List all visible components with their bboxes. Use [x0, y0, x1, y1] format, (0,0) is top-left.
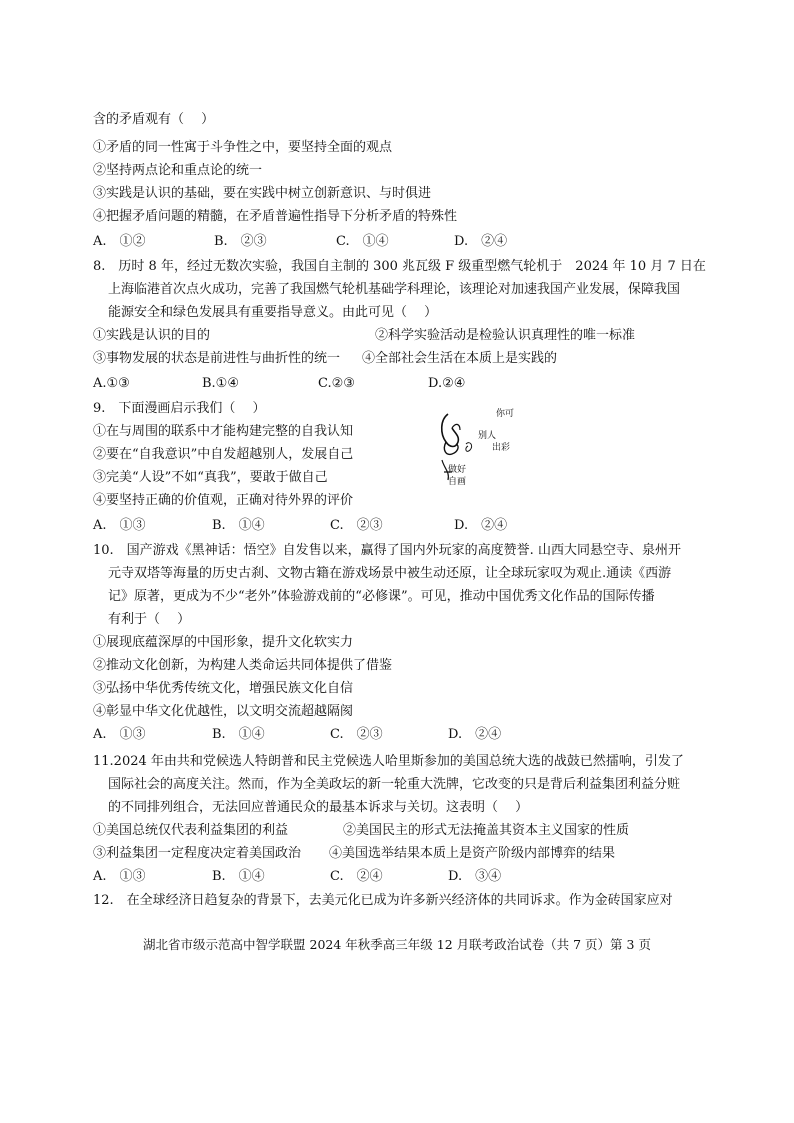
- q11-option-d: D. ③④: [448, 869, 502, 884]
- q10-option-d: D. ②④: [448, 727, 502, 742]
- q8-stem-line-3: 能源安全和绿色发展具有重要指导意义。由此可见（ ）: [108, 305, 438, 320]
- comic-text-1: 你可: [496, 409, 515, 419]
- q11-statement-1: ①美国总统仅代表利益集团的利益: [93, 823, 289, 838]
- comic-illustration: [434, 402, 518, 498]
- q9-statement-1: ①在与周围的联系中才能构建完整的自我认知: [93, 424, 354, 439]
- q8-statement-4: ④全部社会生活在本质上是实践的: [362, 351, 558, 366]
- q7-statement-1: ①矛盾的同一性寓于斗争性之中，要坚持全面的观点: [93, 140, 393, 155]
- comic-text-4: 做好: [448, 465, 467, 475]
- q8-statement-1: ①实践是认识的目的: [93, 328, 211, 343]
- q10-stem-line-1: 10. 国产游戏《黑神话：悟空》自发售以来，赢得了国内外玩家的高度赞誉. 山西大同悬空寺、泉州开: [93, 543, 681, 558]
- q10-statement-2: ②推动文化创新，为构建人类命运共同体提供了借鉴: [93, 658, 393, 673]
- q10-option-b: B. ①④: [212, 727, 265, 742]
- q12-stem-line-1: 12. 在全球经济日趋复杂的背景下，去美元化已成为许多新兴经济体的共同诉求。作为金砖国家应对: [93, 893, 673, 908]
- q10-option-a: A. ①③: [93, 727, 146, 742]
- q8-statement-3: ③事物发展的状态是前进性与曲折性的统一: [93, 351, 341, 366]
- q9-statement-3: ③完美“人设”不如“真我”，要敢于做自己: [93, 470, 328, 485]
- q11-statement-2: ②美国民主的形式无法掩盖其资本主义国家的性质: [343, 823, 630, 838]
- q11-option-a: A. ①③: [93, 869, 146, 884]
- comic-text-2: 别人: [478, 431, 497, 441]
- comic-drawing: [434, 402, 518, 498]
- q9-option-d: D. ②④: [454, 518, 508, 533]
- q9-option-a: A. ①③: [93, 518, 146, 533]
- comic-text-3: 出彩: [492, 443, 511, 453]
- q9-statement-4: ④要坚持正确的价值观，正确对待外界的评价: [93, 493, 354, 508]
- q7-statement-3: ③实践是认识的基础，要在实践中树立创新意识、与时俱进: [93, 186, 432, 201]
- q11-statement-4: ④美国选举结果本质上是资产阶级内部博弈的结果: [329, 846, 616, 861]
- q10-statement-4: ④彰显中华文化优越性，以文明交流超越隔阂: [93, 704, 354, 719]
- q11-option-c: C. ②④: [330, 869, 383, 884]
- q11-stem-line-1: 11.2024 年由共和党候选人特朗普和民主党候选人哈里斯参加的美国总统大选的战鼓已然擂响，引发了: [93, 754, 684, 769]
- q11-statement-3: ③利益集团一定程度决定着美国政治: [93, 846, 302, 861]
- q7-option-b: B. ②③: [214, 234, 267, 249]
- q10-stem-line-4: 有利于（ ）: [108, 612, 191, 627]
- q8-option-b: B.①④: [202, 376, 239, 391]
- q8-stem-line-2: 上海临港首次点火成功，完善了我国燃气轮机基础学科理论，该理论对加速我国产业发展，保障我国: [108, 282, 681, 297]
- q11-stem-line-2: 国际社会的高度关注。然而，作为全美政坛的新一轮重大洗牌，它改变的只是背后利益集团利益分赃: [108, 777, 681, 792]
- q7-statement-2: ②坚持两点论和重点论的统一: [93, 163, 263, 178]
- q10-statement-3: ③弘扬中华优秀传统文化，增强民族文化自信: [93, 681, 354, 696]
- q10-option-c: C. ②③: [330, 727, 383, 742]
- page-footer: 湖北省市级示范高中智学联盟 2024 年秋季高三年级 12 月联考政治试卷（共 7 页）第 3 页: [143, 937, 651, 952]
- q10-statement-1: ①展现底蕴深厚的中国形象，提升文化软实力: [93, 635, 354, 650]
- q8-option-a: A.①③: [93, 376, 130, 391]
- q10-stem-line-3: 记》原著，更成为不少“老外”体验游戏前的“必修课”。可见，推动中国优秀文化作品的国际传播: [108, 589, 655, 604]
- q7-option-d: D. ②④: [454, 234, 508, 249]
- q8-statement-2: ②科学实验活动是检验认识真理性的唯一标准: [375, 328, 636, 343]
- q7-statement-4: ④把握矛盾问题的精髓，在矛盾普遍性指导下分析矛盾的特殊性: [93, 209, 458, 224]
- q8-option-c: C.②③: [318, 376, 355, 391]
- q9-stem: 9. 下面漫画启示我们（ ）: [93, 401, 266, 416]
- q11-stem-line-3: 的不同排列组合，无法回应普通民众的最基本诉求与关切。这表明（ ）: [108, 800, 529, 815]
- q8-stem-line-1: 8. 历时 8 年，经过无数次实验，我国自主制的 300 兆瓦级 F 级重型燃气轮机于 2024 年 10 月 7 日在: [93, 259, 706, 274]
- q11-option-b: B. ①④: [212, 869, 265, 884]
- q10-stem-line-2: 元寺双塔等海量的历史古刹、文物古籍在游戏场景中被生动还原，让全球玩家叹为观止.通读《西游: [108, 566, 672, 581]
- q7-option-c: C. ①④: [336, 234, 389, 249]
- q7-stem: 含的矛盾观有（ ）: [93, 112, 215, 127]
- comic-text-5: 自画: [448, 477, 467, 487]
- q9-option-b: B. ①④: [212, 518, 265, 533]
- q9-statement-2: ②要在“自我意识”中自发超越别人，发展自己: [93, 447, 354, 462]
- q9-option-c: C. ②③: [330, 518, 383, 533]
- q8-option-d: D.②④: [428, 376, 466, 391]
- q7-option-a: A. ①②: [93, 234, 146, 249]
